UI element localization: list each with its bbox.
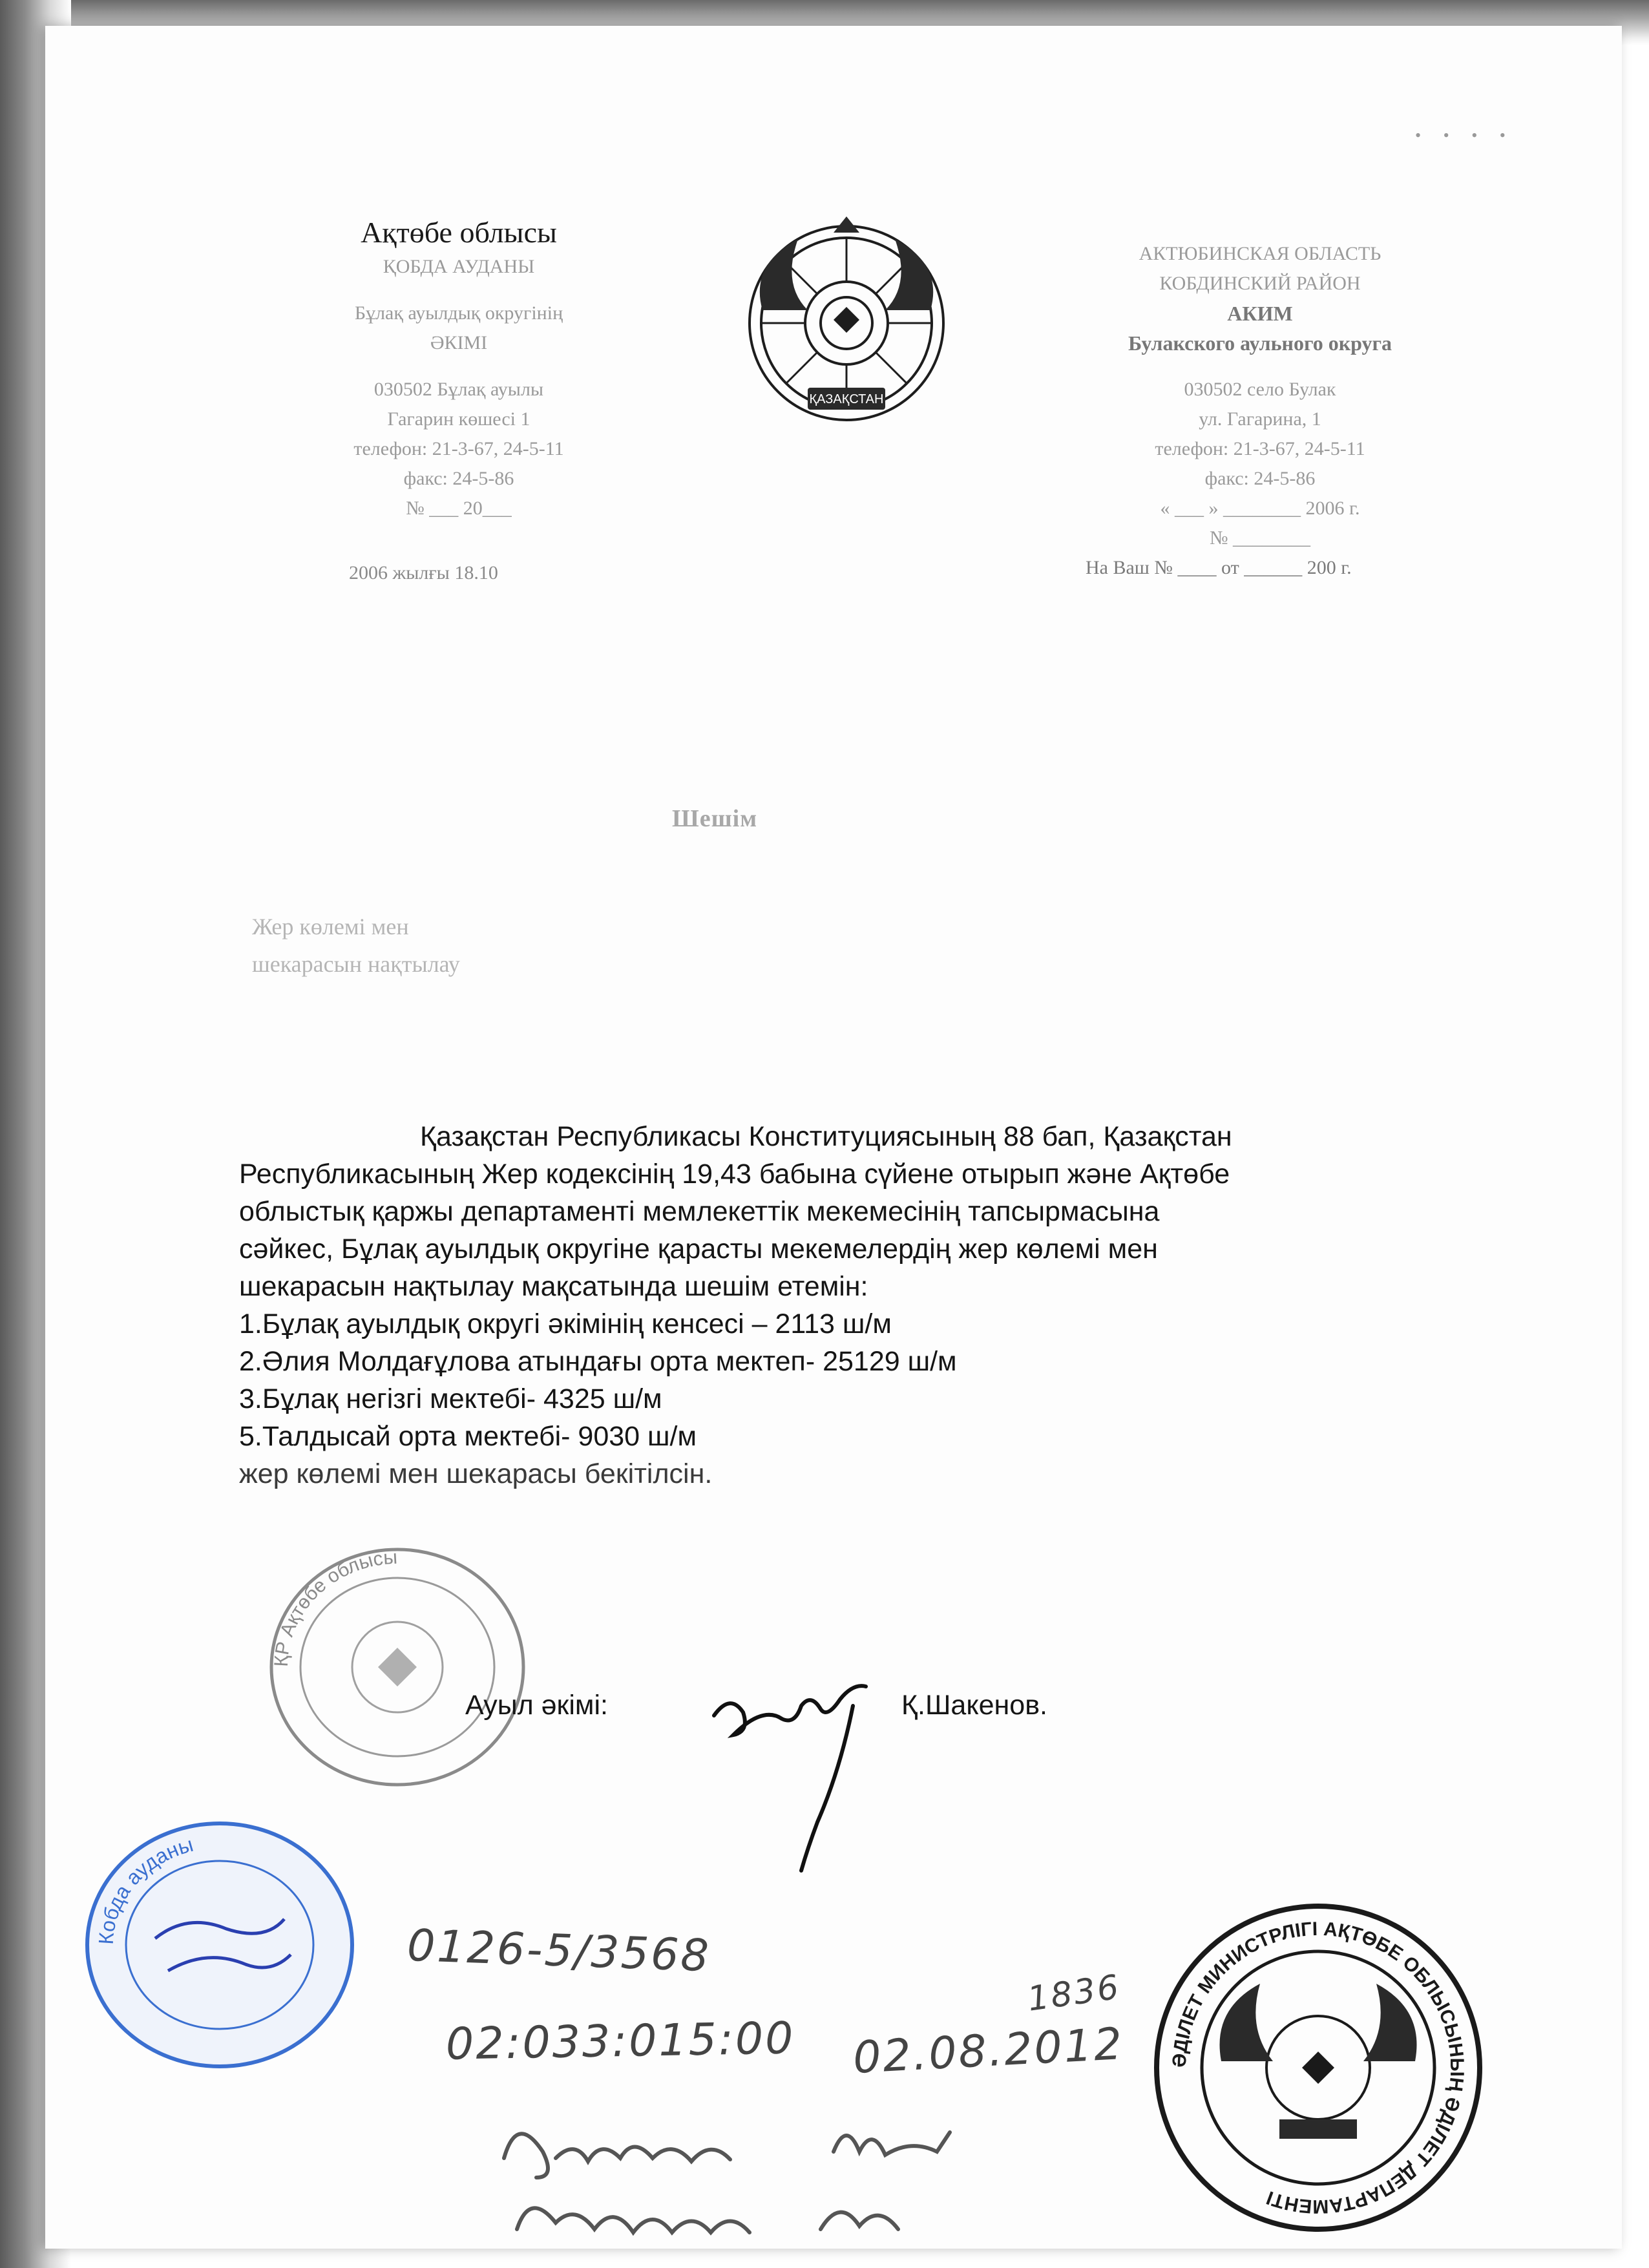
header-right-district: КОБДИНСКИЙ РАЙОН <box>1159 273 1361 294</box>
header-right-address-1: 030502 село Булак <box>1184 379 1336 400</box>
header-right-address-2: ул. Гагарина, 1 <box>1199 408 1321 430</box>
document-subject <box>252 908 460 983</box>
header-left-region: Ақтөбе облысы <box>361 216 557 249</box>
header-left-district: ҚОБДА АУДАНЫ <box>383 256 535 277</box>
subject-line-2: шекарасын нақтылау <box>252 951 460 977</box>
header-left-office-1: Бұлақ ауылдық округінің <box>354 302 563 324</box>
registration-number: 1836 <box>1025 1968 1123 2019</box>
header-left-number: № ___ 20___ <box>406 498 512 519</box>
intro-line-4: сәйкес, Бұлақ ауылдық округіне қарасты мекемелердің жер көлемі мен <box>239 1234 1158 1265</box>
round-stamp-black <box>1150 1900 1486 2236</box>
handwritten-signatures <box>498 2100 1079 2255</box>
header-left-address-1: 030502 Бұлақ ауылы <box>373 379 544 400</box>
list-item: 1.Бұлақ ауылдық округі әкімінің кенсесі – 2113 ш/м <box>239 1308 892 1339</box>
registration-line-2: 02:033:015:00 <box>445 2013 796 2070</box>
header-right <box>1060 239 1460 553</box>
intro-line-1: Қазақстан Республикасы Конституциясының 88 бап, Қазақстан <box>420 1121 1232 1152</box>
list-item: 3.Бұлақ негізгі мектебі- 4325 ш/м <box>239 1383 662 1414</box>
intro-line-2: Республикасының Жер кодексінің 19,43 бабына сүйене отырып және Ақтөбе <box>239 1159 1230 1190</box>
header-left-address-2: Гагарин көшесі 1 <box>387 408 530 430</box>
header-right-date: « ___ » ________ 2006 г. <box>1160 498 1360 519</box>
grey-stamp-text: ҚР Ақтөбе облысы <box>270 1546 398 1668</box>
round-stamp-grey <box>255 1538 540 1796</box>
signatory-name: Қ.Шакенов. <box>901 1690 1047 1721</box>
state-emblem-icon <box>737 213 956 433</box>
header-right-fax: факс: 24-5-86 <box>1204 468 1316 489</box>
header-right-phone: телефон: 21-3-67, 24-5-11 <box>1155 438 1365 459</box>
intro-line-3: облыстық қаржы департаменті мемлекеттік мекемесінің тапсырмасына <box>239 1196 1160 1227</box>
header-right-title: АКИМ <box>1227 302 1293 325</box>
header-left-ref: 2006 жылғы 18.10 <box>349 562 498 583</box>
header-left-office-2: ӘКІМІ <box>430 332 488 353</box>
document-body <box>239 1118 1454 1493</box>
handwritten-signature <box>704 1680 872 1874</box>
list-item: 2.Әлия Молдағұлова атындағы орта мектеп- 25129 ш/м <box>239 1346 957 1377</box>
registration-line-3: 02.08.2012 <box>852 2019 1126 2084</box>
header-left <box>278 213 640 523</box>
header-right-region: АКТЮБИНСКАЯ ОБЛАСТЬ <box>1139 243 1381 264</box>
header-right-office: Булакского аульного округа <box>1128 331 1392 355</box>
svg-text:ҚР Ақтөбе облысы <box>271 1547 398 1668</box>
list-item: 5.Талдысай орта мектебі- 9030 ш/м <box>239 1421 697 1452</box>
intro-line-5: шекарасын нақтылау мақсатында шешім етемін: <box>239 1271 868 1302</box>
signature-title: Ауыл әкімі: <box>465 1690 608 1721</box>
header-right-number: № ________ <box>1209 527 1311 549</box>
header-left-fax: факс: 24-5-86 <box>403 468 514 489</box>
registration-notes <box>388 1913 1163 2262</box>
subject-line-1: Жер көлемі мен <box>252 914 409 940</box>
closing-line: жер көлемі мен шекарасы бекітілсін. <box>239 1458 713 1489</box>
emblem-label: ҚАЗАҚСТАН <box>809 392 884 406</box>
blue-stamp-text: Кобда ауданы <box>94 1832 196 1946</box>
registration-line-1: 0126-5/3568 <box>406 1920 712 1982</box>
header-right-ref: На Ваш № ____ от ______ 200 г. <box>1086 557 1352 578</box>
scan-dots: • • • • <box>1415 126 1515 145</box>
black-stamp-text: ӘДІЛЕТ МИНИСТРЛІГІ АҚТӨБЕ ОБЛЫСЫНЫҢ ӘДІЛЕТ ДЕПАРТАМЕНТІ <box>1168 1918 1468 2218</box>
round-stamp-blue <box>78 1816 362 2074</box>
header-left-phone: телефон: 21-3-67, 24-5-11 <box>353 438 564 459</box>
document-title: Шешім <box>672 805 758 832</box>
